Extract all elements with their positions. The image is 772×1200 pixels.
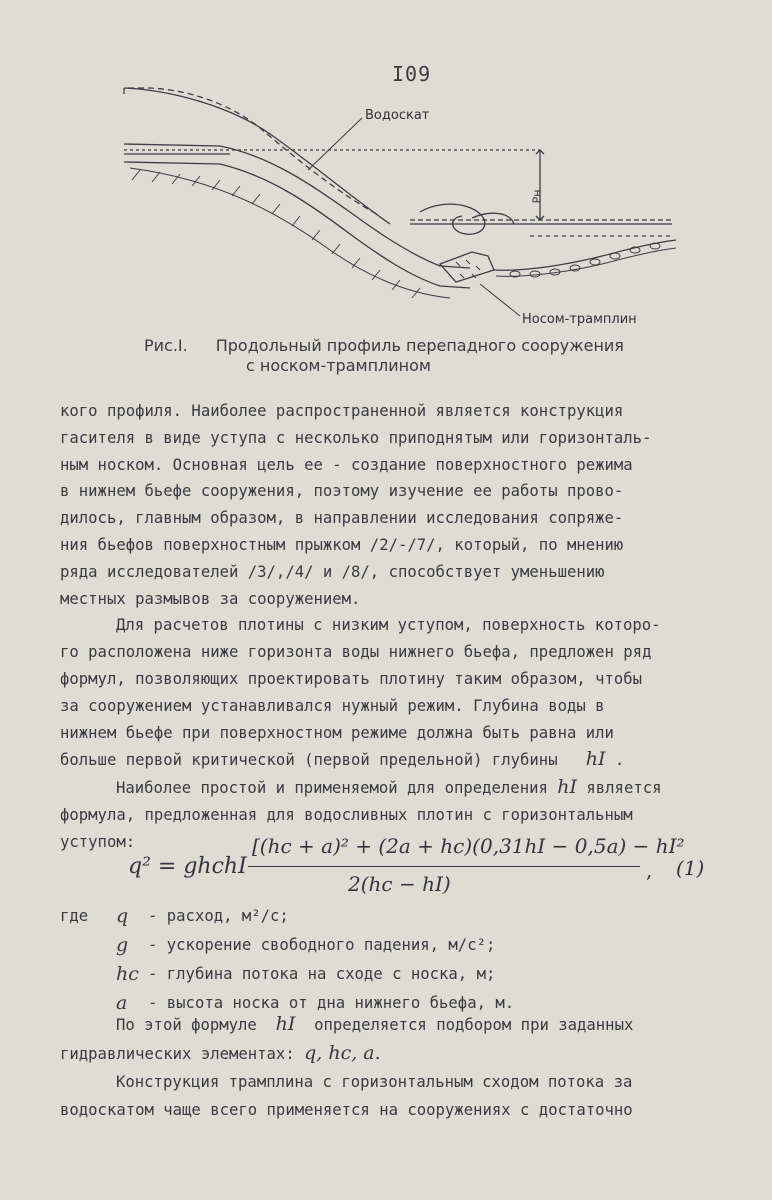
label-vodoskat: Водоскат: [365, 108, 430, 123]
text-span: По этой формуле: [116, 1016, 257, 1034]
legend-symbol: a: [116, 992, 128, 1014]
label-nosok: Носом-трамплин: [522, 312, 637, 327]
text-line: дилось, главным образом, в направлении исследования сопряже-: [60, 509, 624, 528]
text-line: формул, позволяющих проектировать плотину таким образом, чтобы: [60, 669, 643, 688]
text-line: [60, 1010, 750, 1039]
formula-1: [128, 832, 728, 904]
formula-denominator: 2(hc − hI): [348, 872, 451, 896]
body-text: [60, 398, 750, 856]
text-line: Конструкция трамплина с горизонтальным сходом потока за: [116, 1073, 633, 1091]
text-line: ния бьефов поверхностным прыжком /2/-/7/, который, по мнению: [60, 535, 624, 554]
text-span: больше первой критической (первой предельной) глубины: [60, 751, 558, 770]
legend-symbol: hc: [116, 963, 139, 985]
text-line: гасителя в виде уступа с несколько приподнятым или горизонталь-: [60, 428, 652, 447]
legend-row: [60, 902, 750, 931]
legend-text: - высота носка от дна нижнего бьефа, м.: [148, 994, 515, 1012]
fraction-bar: [248, 866, 640, 867]
text-line: нижнем бьефе при поверхностном режиме должна быть равна или: [60, 723, 614, 742]
profile-figure: [110, 84, 690, 334]
legend-text: - расход, м²/с;: [148, 907, 289, 925]
text-span: является: [586, 779, 662, 798]
symbol-h1: hI: [275, 1013, 296, 1035]
text-span: определяется подбором при заданных: [314, 1016, 634, 1034]
legend-text: - ускорение свободного падения, м/с²;: [148, 936, 496, 954]
text-line: ным носком. Основная цель ее - создание поверхностного режима: [60, 455, 633, 474]
caption-line2: с носком-трамплином: [246, 356, 431, 375]
text-line: в нижнем бьефе сооружения, поэтому изучение ее работы прово-: [60, 482, 624, 501]
symbol-legend: [60, 902, 750, 1018]
legend-row: [60, 931, 750, 960]
text-line: уступом:: [60, 832, 136, 851]
text-line: ряда исследователей /3/,/4/ и /8/, способствует уменьшению: [60, 562, 605, 581]
figure-caption: [144, 336, 724, 376]
caption-line1: Продольный профиль перепадного сооружения: [215, 336, 624, 355]
text-span: гидравлических элементах:: [60, 1045, 295, 1063]
caption-number: Рис.I.: [144, 336, 188, 355]
text-line: [60, 774, 750, 802]
legend-text: - глубина потока на сходе с носка, м;: [148, 965, 496, 983]
legend-row: [60, 960, 750, 989]
closing-text: [60, 1010, 750, 1124]
symbols-list: q, hc, a.: [304, 1042, 381, 1064]
text-line: больше первой критической (первой предельной) глубины hI .: [60, 748, 625, 771]
text-line: водоскатом чаще всего применяется на сооружениях с достаточно: [60, 1101, 633, 1119]
text-line: Для расчетов плотины с низким уступом, поверхность которо-: [116, 616, 661, 635]
text-line: местных размывов за сооружением.: [60, 589, 361, 608]
text-line: за сооружением устанавливался нужный режим. Глубина воды в: [60, 696, 605, 715]
text-line: го расположена ниже горизонта воды нижнего бьефа, предложен ряд: [60, 643, 652, 662]
label-p: Рн: [530, 189, 544, 204]
formula-lhs: q² = ghchI: [128, 854, 247, 879]
symbol-h1: hI: [585, 748, 606, 771]
page-number: I09: [392, 62, 432, 86]
legend-spacer: [60, 931, 116, 960]
formula-comma: ,: [646, 858, 653, 882]
legend-symbol: g: [116, 934, 129, 956]
text-line: кого профиля. Наиболее распространенной является конструкция: [60, 402, 624, 420]
legend-where: где: [60, 907, 89, 925]
text-line: [60, 1039, 750, 1068]
text-line: формула, предложенная для водосливных плотин с горизонтальным: [60, 805, 633, 824]
formula-number: (1): [676, 856, 705, 880]
text-span: Наиболее простой и применяемой для определения: [116, 779, 548, 798]
symbol-h1: hI: [557, 776, 577, 799]
legend-spacer: [60, 960, 116, 989]
legend-symbol: q: [116, 905, 129, 927]
formula-numerator: [(hc + a)² + (2a + hc)(0,31hI − 0,5a) − hI²: [252, 834, 685, 858]
